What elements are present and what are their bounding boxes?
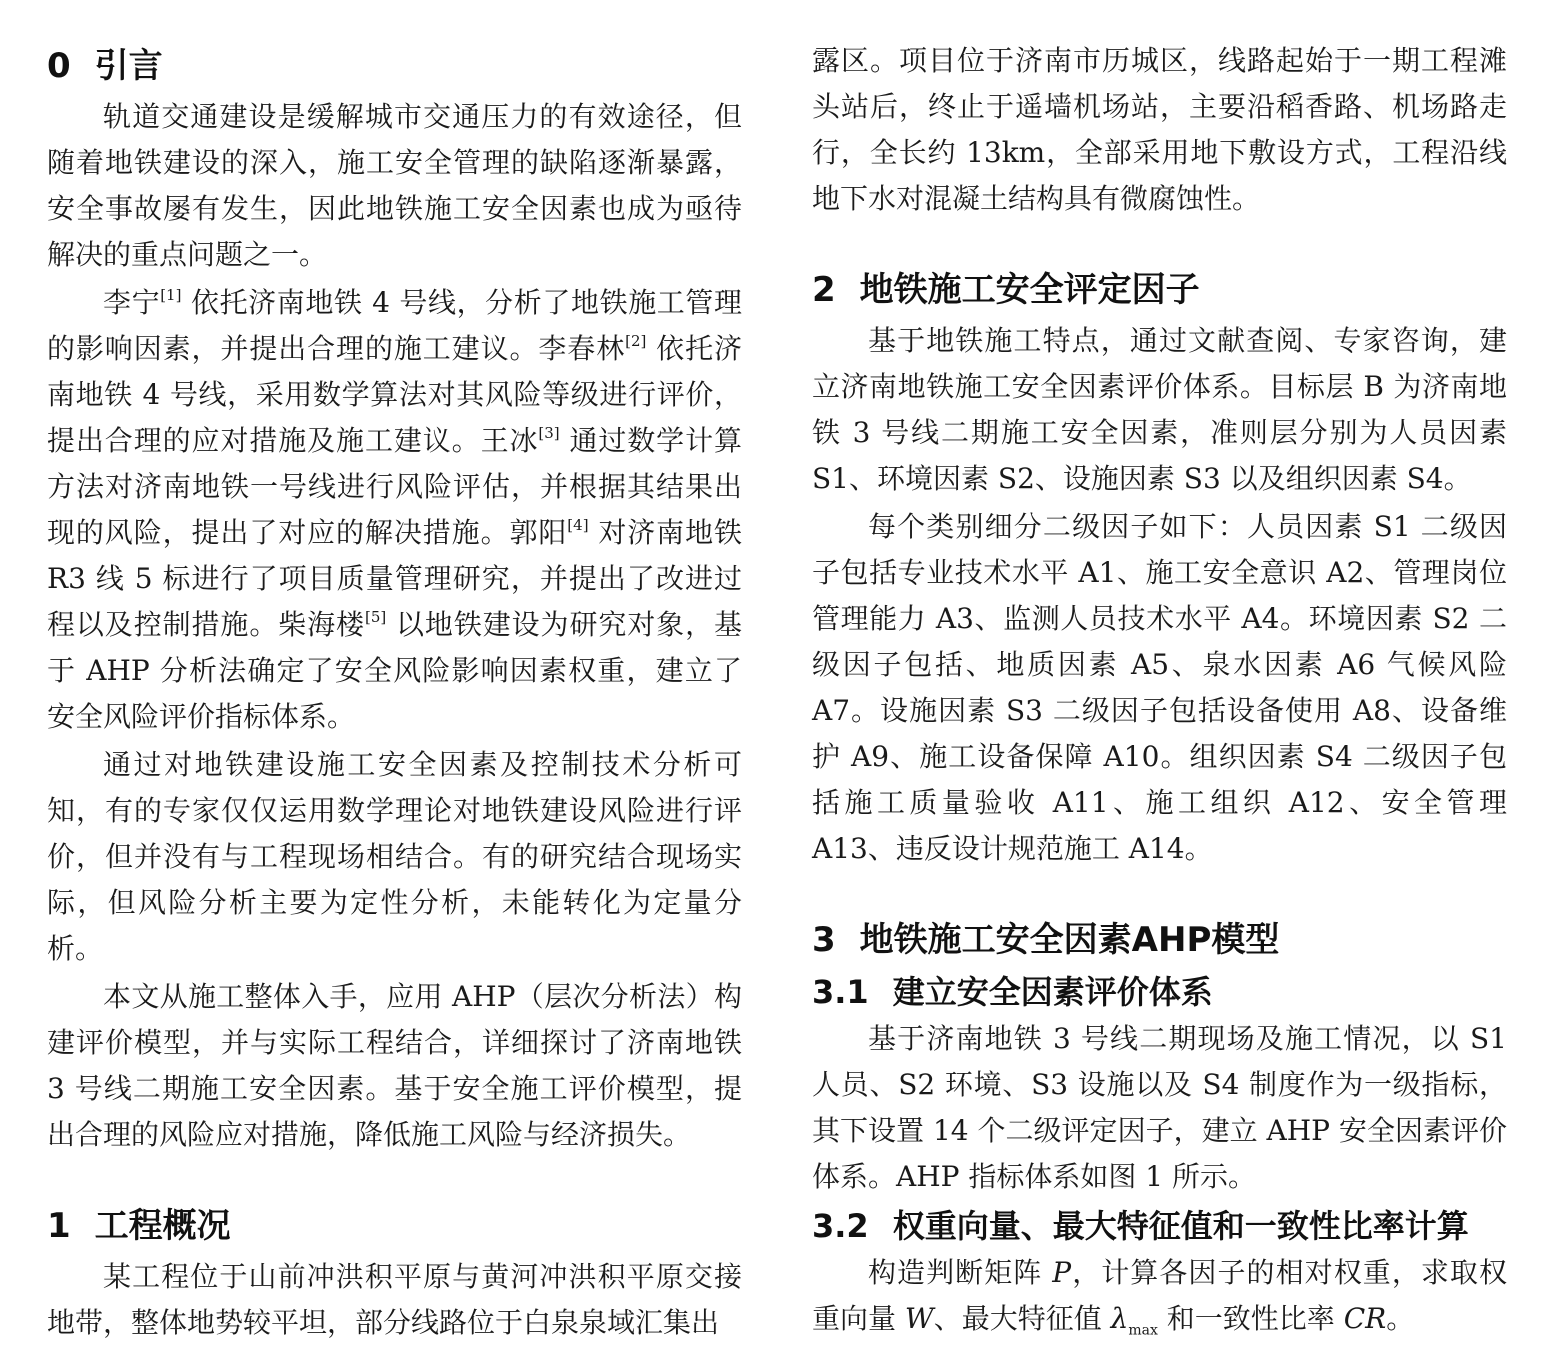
section-number: 2 [812,270,836,310]
overview-paragraph-continued: 露区。项目位于济南市历城区，线路起始于一期工程滩头站后，终止于遥墙机场站，主要沿稻香路、机场路走行，全长约 13km，全部采用地下敷设方式，工程沿线地下水对混凝土结构具有微腐蚀性。 [812,44,1507,215]
section-number: 1 [47,1206,71,1246]
left-column [47,38,742,1346]
section-number: 3 [812,920,836,960]
factors-paragraph-1: 基于地铁施工特点，通过文献查阅、专家咨询，建立济南地铁施工安全因素评价体系。目标层 B 为济南地铁 3 号线二期施工安全因素，准则层分别为人员因素 S1、环境因素 S2、设施因素 S3 以及组织因素 S4。 [812,324,1507,495]
section-0-heading [47,38,742,94]
citation-ref: [3] [538,424,560,442]
section-3-heading [812,912,1507,968]
weight-vector-symbol: W [904,1302,934,1335]
section-title: 地铁施工安全因素AHP模型 [859,920,1280,960]
intro-paragraph-3: 通过对地铁建设施工安全因素及控制技术分析可知，有的专家仅仅运用数学理论对地铁建设风险进行评价，但并没有与工程现场相结合。有的研究结合现场实际，但风险分析主要为定性分析，未能转化为定量分析。 [47,748,742,965]
right-column [812,38,1507,1354]
citation-ref: [5] [364,608,387,626]
overview-paragraph-1: 某工程位于山前冲洪积平原与黄河冲洪积平原交接地带，整体地势较平坦，部分线路位于白泉泉域汇集出 [47,1260,742,1339]
subsection-number: 3.1 [812,973,869,1011]
factors-paragraph-2: 每个类别细分二级因子如下：人员因素 S1 二级因子包括专业技术水平 A1、施工安全意识 A2、管理岗位管理能力 A3、监测人员技术水平 A4。环境因素 S2 二级因子包括、地质因素 A5、泉水因素 A6 气候风险 A7。设施因素 S3 二级因子包括设备使用 A8、设备维护 A9、施工设备保障 A10。组织因素 S4 二级因子包括施工质量验收 A11、施工组织 A12、安全管理 A13、违反设计规范施工 A14。 [812,510,1507,865]
subsection-title: 权重向量、最大特征值和一致性比率计算 [892,1207,1469,1245]
intro-paragraph-2: 李宁[1] 依托济南地铁 4 号线，分析了地铁施工管理的影响因素，并提出合理的施工建议。李春林[2] 依托济南地铁 4 号线，采用数学算法对其风险等级进行评价，提出合理的应对措施及施工建议。王冰[3] 通过数学计算方法对济南地铁一号线进行风险评估，并根据其结果出现的风险，提出了对应的解决措施。郭阳[4] 对济南地铁 R3 线 5 标进行了项目质量管理研究，并提出了改进过程以及控制措施。柴海楼[5] 以地铁建设为研究对象，基于 AHP 分析法确定了安全风险影响因素权重，建立了安全风险评价指标体系。 [47,286,742,733]
section-number: 0 [47,46,71,86]
citation-ref: [4] [567,516,589,534]
section-title: 工程概况 [94,1206,231,1246]
section-1-heading [47,1198,742,1254]
intro-paragraph-1: 轨道交通建设是缓解城市交通压力的有效途径，但随着地铁建设的深入，施工安全管理的缺陷逐渐暴露，安全事故屡有发生，因此地铁施工安全因素也成为亟待解决的重点问题之一。 [47,100,742,271]
model-paragraph-2: 构造判断矩阵 P，计算各因子的相对权重，求取权重向量 W、最大特征值 $\lambda_{max}$ 和一致性比率 CR。 [812,1256,1507,1339]
section-2-heading [812,262,1507,318]
model-paragraph-1: 基于济南地铁 3 号线二期现场及施工情况，以 S1 人员、S2 环境、S3 设施以及 S4 制度作为一级指标，其下设置 14 个二级评定因子，建立 AHP 安全因素评价体系。AHP 指标体系如图 1 所示。 [812,1022,1507,1193]
section-title: 地铁施工安全评定因子 [859,270,1200,310]
citation-ref: [2] [625,332,647,350]
subsection-3-2-heading [812,1202,1507,1250]
consistency-ratio-symbol: CR [1343,1302,1387,1335]
eigenvalue-symbol: λ [1110,1302,1129,1335]
citation-ref: [1] [160,286,182,304]
matrix-symbol: P [1052,1256,1072,1289]
eigenvalue-subscript: max [1128,1322,1158,1339]
section-title: 引言 [94,46,163,86]
subsection-number: 3.2 [812,1207,869,1245]
intro-paragraph-4: 本文从施工整体入手，应用 AHP（层次分析法）构建评价模型，并与实际工程结合，详细探讨了济南地铁 3 号线二期施工安全因素。基于安全施工评价模型，提出合理的风险应对措施，降低施工风险与经济损失。 [47,980,742,1151]
subsection-title: 建立安全因素评价体系 [892,973,1213,1011]
subsection-3-1-heading [812,968,1507,1016]
